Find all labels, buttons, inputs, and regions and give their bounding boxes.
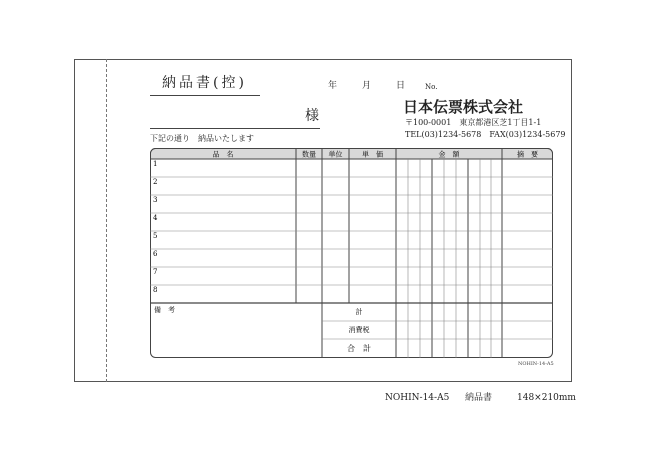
row-number: 6 <box>153 250 158 258</box>
header-unit-price: 単 価 <box>362 150 383 159</box>
header-unit: 単位 <box>328 150 343 159</box>
header-amount: 金 額 <box>438 150 460 159</box>
row-number: 4 <box>153 214 158 222</box>
header-quantity: 数量 <box>302 150 316 159</box>
title-underline <box>150 95 260 96</box>
company-name: 日本伝票株式会社 <box>403 98 524 116</box>
perforation-line <box>106 59 107 382</box>
header-item: 品 名 <box>212 150 234 159</box>
row-number: 2 <box>153 178 158 186</box>
form-code-small: NOHIN-14-A5 <box>518 361 554 367</box>
caption-size: 148×210mm <box>517 393 576 403</box>
document-number-label: No. <box>425 83 438 91</box>
date-month-label: 月 <box>362 81 372 91</box>
recipient-line <box>150 128 320 129</box>
company-tel-fax: TEL(03)1234-5678 FAX(03)1234-5679 <box>405 130 566 139</box>
recipient-suffix: 様 <box>305 108 319 124</box>
subtotal-label: 計 <box>355 308 363 316</box>
item-table <box>150 148 553 358</box>
row-number: 8 <box>153 286 158 294</box>
caption-name: 納品書 <box>465 393 493 403</box>
row-number: 7 <box>153 268 158 276</box>
tax-label: 消費税 <box>348 326 370 334</box>
date-year-label: 年 <box>328 81 338 91</box>
row-number: 1 <box>153 160 158 168</box>
total-label: 合 計 <box>347 344 371 353</box>
header-remarks: 摘 要 <box>517 150 538 159</box>
form-title: 納品書(控) <box>162 75 247 91</box>
date-day-label: 日 <box>396 81 406 91</box>
lead-text: 下記の通り 納品いたします <box>150 134 254 143</box>
row-number: 5 <box>153 232 158 240</box>
caption-code: NOHIN-14-A5 <box>385 393 450 403</box>
row-number: 3 <box>153 196 158 204</box>
notes-label: 備 考 <box>154 306 175 314</box>
company-address: 〒100-0001 東京都港区芝1丁目1-1 <box>405 118 542 127</box>
